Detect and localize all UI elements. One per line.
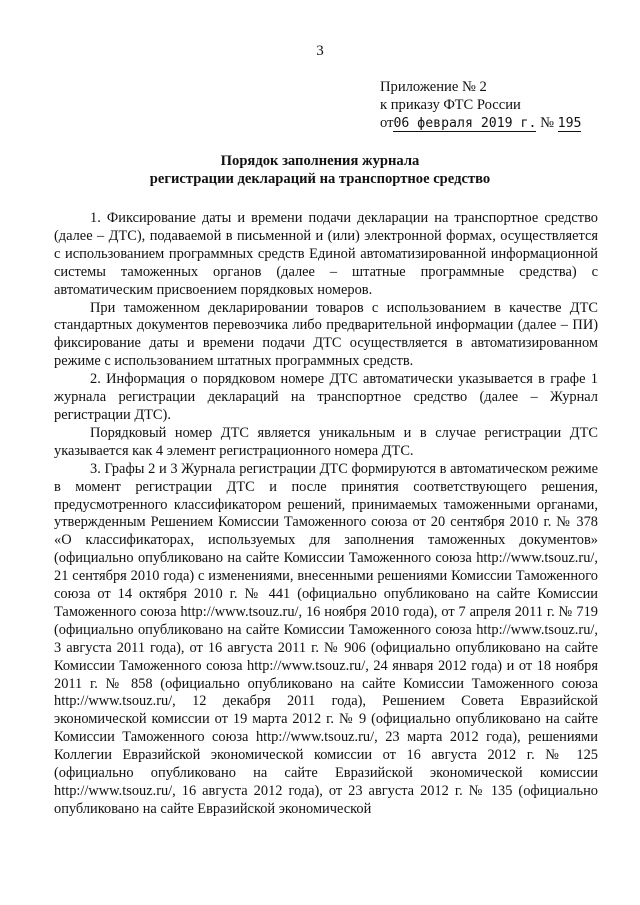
document-body — [54, 210, 598, 819]
paragraph: 3. Графы 2 и 3 Журнала регистрации ДТС формируются в автоматическом режиме в момент регистрации ДТС и после принятия соответствующего решения, предусмотренного классификатором решений, принимаемых таможенными органами, утвержденным Решением Комиссии Таможенного союза от 20 сентября 2010 г. № 378 «О классификаторах, используемых для заполнения таможенных документов» (официально опубликовано на сайте Комиссии Таможенного союза http://www.tsouz.ru/, 21 сентября 2010 года) с изменениями, внесенными решениями Комиссии Таможенного союза от 14 октября 2010 г. № 441 (официально опубликовано на сайте Комиссии Таможенного союза http://www.tsouz.ru/, 16 ноября 2010 года), от 7 апреля 2011 г. № 719 (официально опубликовано на сайте Комиссии Таможенного союза http://www.tsouz.ru/, 3 августа 2011 года), от 16 августа 2011 г. № 906 (официально опубликовано на сайте Комиссии Таможенного союза http://www.tsouz.ru/, 24 января 2012 года) и от 18 ноября 2011 г. № 858 (официально опубликовано на сайте Комиссии Таможенного союза http://www.tsouz.ru/, 12 декабря 2011 года), Решением Совета Евразийской экономической комиссии от 19 марта 2012 г. № 9 (официально опубликовано на сайте Комиссии Таможенного союза http://www.tsouz.ru/, 23 марта 2012 года), решениями Коллегии Евразийской экономической комиссии от 16 августа 2012 г. № 125 (официально опубликовано на сайте Евразийской экономической комиссии http://www.tsouz.ru/, 16 августа 2012 года), от 23 августа 2012 г. № 135 (официально опубликовано на сайте Евразийской экономической — [54, 460, 598, 817]
order-date: 06 февраля 2019 г. — [393, 116, 537, 131]
appendix-title: Приложение № 2 — [380, 79, 487, 95]
number-label: № — [540, 115, 554, 131]
appendix-date-line — [380, 114, 620, 133]
document-title — [60, 152, 580, 188]
appendix-order-reference: к приказу ФТС России — [380, 97, 521, 113]
page-number: 3 — [316, 43, 324, 59]
appendix-block — [380, 78, 620, 133]
paragraph: 2. Информация о порядковом номере ДТС автоматически указывается в графе 1 журнала регистрации деклараций на транспортное средство (далее – Журнал регистрации ДТС). — [54, 371, 598, 423]
title-line-2: регистрации деклараций на транспортное средство — [149, 171, 491, 187]
paragraph: Порядковый номер ДТС является уникальным и в случае регистрации ДТС указывается как 4 элемент регистрационного номера ДТС. — [54, 424, 598, 459]
title-line-1: Порядок заполнения журнала — [220, 153, 420, 169]
date-label: от — [380, 115, 394, 131]
order-number: 195 — [557, 116, 582, 131]
paragraph: При таможенном декларировании товаров с использованием в качестве ДТС стандартных документов перевозчика либо предварительной информации (далее – ПИ) фиксирование даты и времени подачи ДТС осуществляется в автоматизированном режиме с использованием штатных программных средств. — [54, 299, 598, 370]
paragraph: 1. Фиксирование даты и времени подачи декларации на транспортное средство (далее – ДТС), подаваемой в письменной и (или) электронной формах, осуществляется с использованием программных средств Единой автоматизированной информационной системы таможенных органов (далее – штатные программные средства) с автоматическим присвоением порядковых номеров. — [54, 210, 598, 298]
